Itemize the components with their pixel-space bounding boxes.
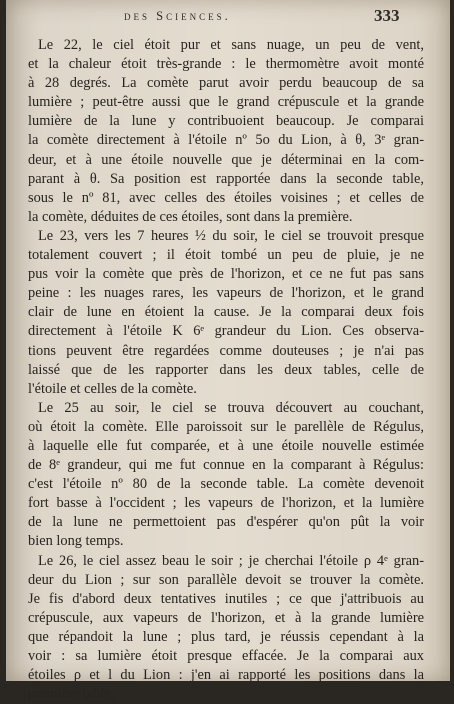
text-line: première table.	[28, 686, 115, 703]
text-line: étoiles ρ et l du Lion : j'en ai rapporté les positions dans la	[28, 667, 424, 684]
text-line: laissé que de les rapporter dans les deux tables, celle de	[28, 361, 424, 378]
paragraph-25	[28, 399, 424, 552]
text-line: lumière ; peut-être aussi que le grand crépuscule et la grande	[28, 94, 424, 111]
text-line: où étoit la comète. Elle paroissoit sur le parellèle de Régulus,	[28, 418, 424, 435]
text-line: la comète directement à l'étoile nº 5o du Lion, à θ, 3ᵉ gran-	[28, 132, 424, 149]
text-line: crépuscule, aux vapeurs de l'horizon, et à la grande lumière	[28, 609, 424, 626]
page-number: 333	[374, 6, 400, 25]
text-line: deur, et à une étoile nouvelle que je déterminai en la com-	[28, 151, 424, 168]
text-line: à 28 degrés. La comète parut avoir perdu beaucoup de sa	[28, 75, 424, 92]
text-line: la comète, déduites de ces étoiles, sont dans la première.	[28, 208, 353, 225]
text-line: Le 23, vers les 7 heures ½ du soir, le ciel se trouvoit presque	[38, 227, 424, 244]
paragraph-23	[28, 227, 424, 399]
paragraph-26	[28, 552, 424, 704]
text-line: l'étoile et celles de la comète.	[28, 380, 197, 397]
text-line: peine : les nuages rares, les vapeurs de l'horizon, et le grand	[28, 285, 424, 302]
text-line: de la lune ne permettoient pas d'espérer qu'on pût la voir	[28, 514, 424, 531]
text-line: Le 26, le ciel assez beau le soir ; je cherchai l'étoile ρ 4ᵉ gran-	[38, 552, 424, 569]
page-header	[6, 6, 450, 28]
text-line: c'est l'étoile nº 80 de la seconde table. La comète devenoit	[28, 476, 424, 493]
text-line: lumière de la lune y contribuoient beaucoup. Je comparai	[28, 113, 424, 130]
text-line: deur du Lion ; sur son parallèle devoit se trouver la comète.	[28, 571, 424, 588]
text-line: sous le nº 81, avec celles des étoiles voisines ; et celles de	[28, 189, 424, 206]
text-line: voir : sa lumière étoit presque effacée. Je la comparai aux	[28, 648, 424, 664]
text-line: directement à l'étoile K 6ᵉ grandeur du Lion. Ces observa-	[28, 323, 424, 340]
text-line: bien long temps.	[28, 533, 124, 550]
text-line: totalement couvert ; il étoit tombé un peu de pluie, je ne	[28, 247, 424, 264]
text-line: et la chaleur étoit très-grande : le thermomètre avoit monté	[28, 56, 424, 73]
text-line: de 8ᵉ grandeur, qui me fut connue en la comparant à Régulus:	[28, 457, 424, 474]
body-text	[28, 36, 424, 704]
text-line: tions peuvent être regardées comme douteuses ; je n'ai pas	[28, 342, 424, 359]
paragraph-22	[28, 36, 424, 227]
text-line: que répandoit la lune ; plus tard, je réussis cependant à la	[28, 628, 424, 645]
text-line: Je fis d'abord deux tentatives inutiles ; ce que j'attribuois au	[28, 590, 424, 607]
text-line: Le 25 au soir, le ciel se trouva découvert au couchant,	[38, 399, 424, 416]
running-head: des Sciences.	[124, 9, 231, 23]
book-page	[6, 0, 450, 703]
text-line: parant à θ. Sa position est rapportée dans la seconde table,	[28, 170, 424, 187]
text-line: à laquelle elle fut comparée, et à une étoile nouvelle estimée	[28, 437, 424, 454]
text-line: clair de lune en étoient la cause. Je la comparai deux fois	[28, 304, 424, 321]
text-line: Le 22, le ciel étoit pur et sans nuage, un peu de vent,	[38, 37, 424, 53]
text-line: pus voir la comète que près de l'horizon, et ce ne fut pas sans	[28, 266, 424, 283]
text-line: fort basse à l'occident ; les vapeurs de l'horizon, et la lumière	[28, 495, 424, 512]
